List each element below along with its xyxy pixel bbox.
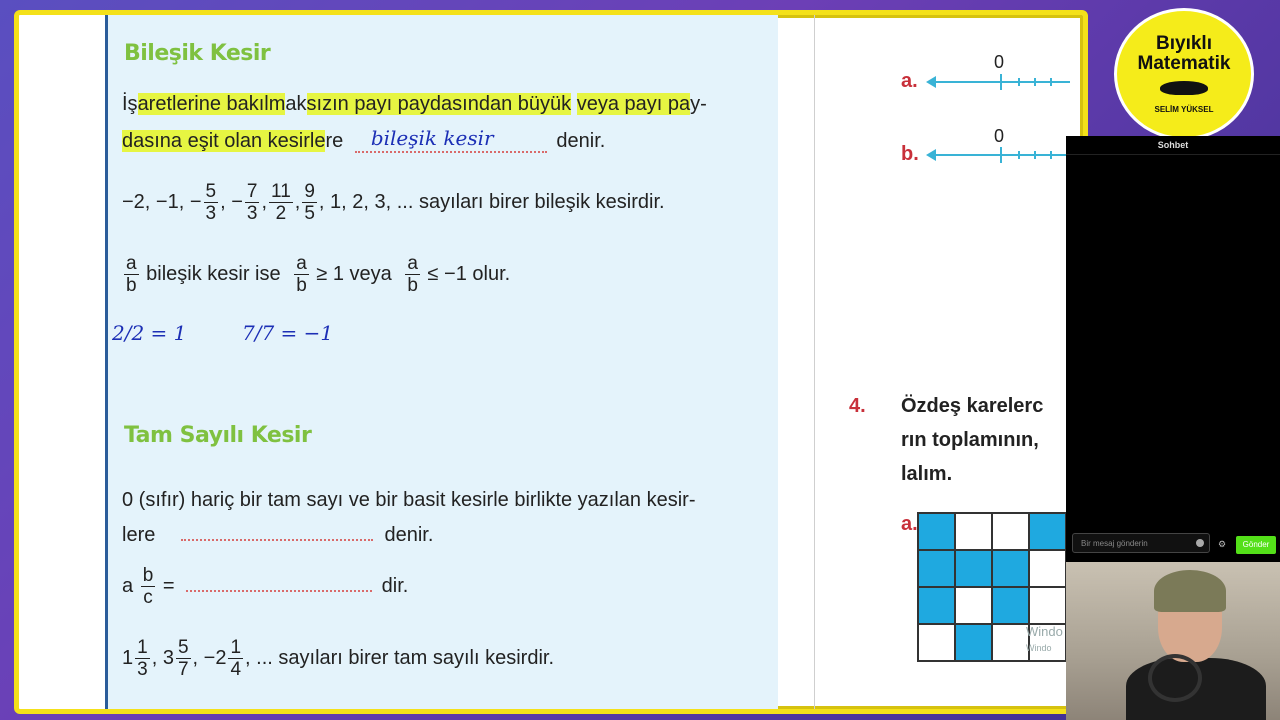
handwritten-answer: bileşik kesir (370, 126, 494, 150)
chat-title: Sohbet (1157, 140, 1189, 150)
grid-cell (1029, 550, 1066, 587)
handwritten-equation-2: 7/7 = −1 (242, 321, 334, 345)
page-margin (19, 15, 105, 709)
windows-watermark: Windo Windo (1026, 624, 1063, 653)
tick-zero (1000, 74, 1002, 90)
fraction-b-c: $\frac{b}{c}$ (142, 565, 154, 608)
grid-cell (955, 550, 992, 587)
tick (1050, 78, 1052, 86)
mixed-fraction: $\frac{5}{7}$ (177, 637, 189, 680)
grid-cell (918, 513, 955, 550)
number-line-label-a: a. (901, 70, 918, 92)
number-line-label-b: b. (901, 143, 919, 165)
mixed-examples-line: 1 $\frac{1}{3}$ , 3 $\frac{5}{7}$ , −2 $\frac{1}{4}$ , ... sayıları birer tam sayılı kesirdir. (122, 637, 555, 680)
grid-cell (918, 550, 955, 587)
answer-blank-1 (355, 126, 547, 153)
fraction-example: $\frac{9}{5}$ (304, 181, 315, 224)
tick-zero (1000, 147, 1002, 163)
fraction-a-b: $\frac{a}{b}$ (296, 253, 307, 296)
section-title-bileshik: Bileşik Kesir (124, 41, 271, 66)
definition-line-2: dasına eşit olan kesirlere bileşik kesir denir. (122, 126, 606, 152)
gear-icon[interactable]: ⚙ (1218, 539, 1227, 549)
highlight-2: sızın payı paydasından büyük (306, 93, 572, 115)
question-text-line-3: lalım. (901, 463, 953, 485)
section-title-tam-sayili: Tam Sayılı Kesir (124, 423, 312, 448)
question-text-line-2: rın toplamının, (901, 429, 1039, 451)
question-sub-a: a. (901, 513, 918, 535)
fraction-example: $\frac{5}{3}$ (205, 181, 217, 224)
tick (1018, 78, 1020, 86)
chat-message-input[interactable]: Bir mesaj gönderin (1072, 533, 1210, 553)
grid-cell (992, 624, 1029, 661)
grid-cell (955, 513, 992, 550)
grid-cell (992, 513, 1029, 550)
highlight-4: dasına eşit olan kesirle (122, 130, 326, 152)
grid-cell (1029, 513, 1066, 550)
formula-line: a $\frac{b}{c}$ = dir. (122, 565, 409, 608)
page-divider (814, 15, 815, 709)
tick (1018, 151, 1020, 159)
definition2-line-1: 0 (sıfır) hariç bir tam sayı ve bir basit kesirle birlikte yazılan kesir- (122, 489, 696, 511)
headphones-icon (1148, 654, 1202, 702)
answer-blank-3 (186, 574, 372, 592)
send-button[interactable]: Gönder (1236, 536, 1276, 554)
grid-cell (955, 624, 992, 661)
number-line-zero-a: 0 (994, 52, 1005, 72)
webcam-view (1066, 562, 1280, 720)
examples-line: −2, −1, − $\frac{5}{3}$ , − $\frac{7}{3}$ , $\frac{11}{2}$ , $\frac{9}{5}$ , 1, 2, 3, ... sayıları birer bileşik kesirdir. (122, 181, 665, 224)
number-line-zero-b: 0 (994, 126, 1005, 146)
definition-line-1: İşaretlerine bakılmaksızın payı paydasından büyük veya payı pay- (122, 93, 707, 115)
highlight-1: aretlerine bakılm (137, 93, 286, 115)
tick (1050, 151, 1052, 159)
handwritten-equation-1: 2/2 = 1 (112, 321, 187, 345)
fraction-a-b: $\frac{a}{b}$ (407, 253, 418, 296)
question-number: 4. (849, 395, 866, 417)
definition2-line-2: lere denir. (122, 524, 434, 546)
highlight-3: veya payı pa (576, 93, 691, 115)
grid-cell (955, 587, 992, 624)
person-beanie (1154, 570, 1226, 612)
fraction-a-b: $\frac{a}{b}$ (126, 253, 137, 296)
rule-line: $\frac{a}{b}$ bileşik kesir ise $\frac{a}{b}$ ≥ 1 veya $\frac{a}{b}$ ≤ −1 olur. (126, 253, 511, 296)
chat-panel (1066, 136, 1280, 562)
tick (1034, 78, 1036, 86)
grid-cell (1029, 587, 1066, 624)
lesson-panel (105, 15, 778, 709)
question-text-line-1: Özdeş karelerc (901, 395, 1044, 417)
channel-logo: Bıyıklı Matematik SELİM YÜKSEL (1114, 8, 1254, 140)
emoji-icon[interactable] (1196, 539, 1204, 547)
grid-cell (992, 587, 1029, 624)
answer-blank-2 (181, 523, 373, 541)
mixed-fraction: $\frac{1}{4}$ (230, 637, 242, 680)
chat-divider (1066, 154, 1280, 155)
grid-cell (918, 587, 955, 624)
mustache-icon (1160, 81, 1208, 95)
tick (1034, 151, 1036, 159)
mixed-fraction: $\frac{1}{3}$ (137, 637, 148, 680)
grid-cell (918, 624, 955, 661)
grid-cell (992, 550, 1029, 587)
fraction-example: $\frac{11}{2}$ (271, 181, 291, 224)
fraction-example: $\frac{7}{3}$ (246, 181, 258, 224)
